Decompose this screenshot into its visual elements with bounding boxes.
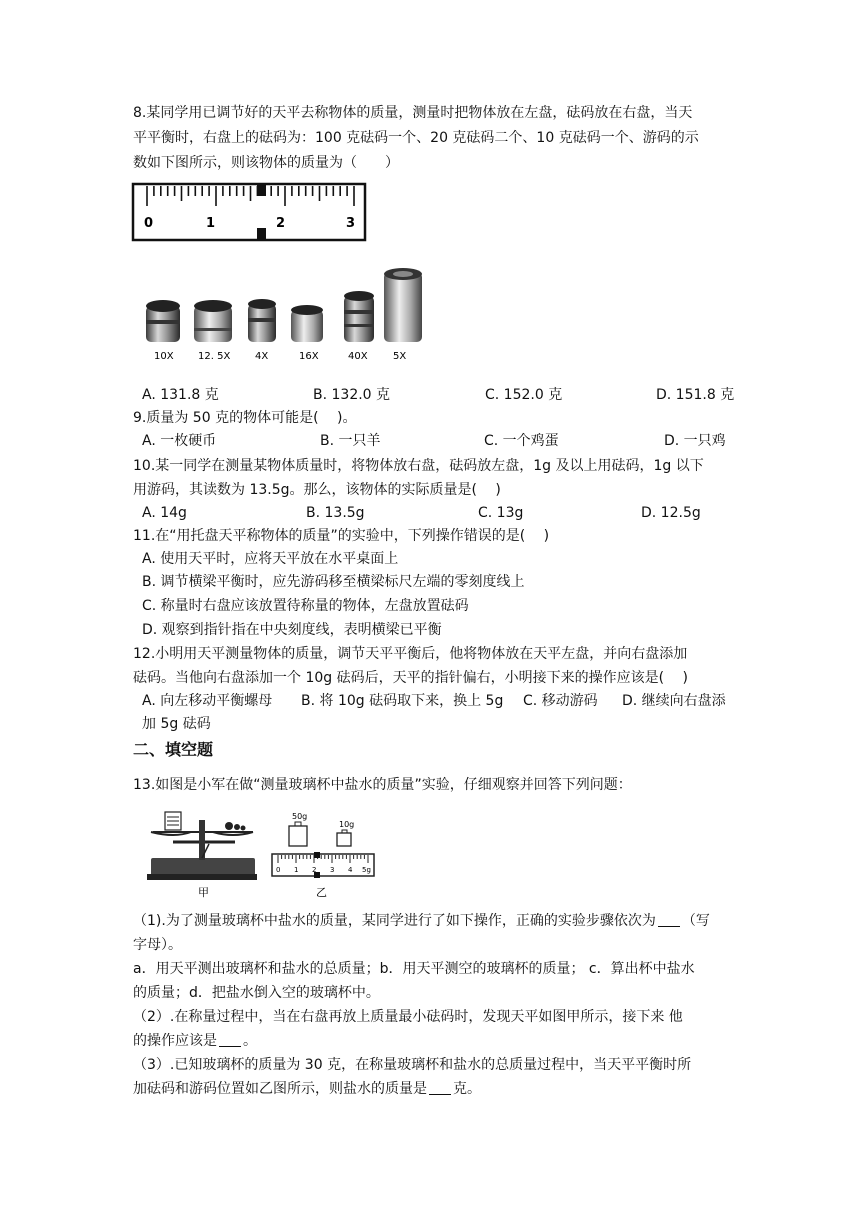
- q10-option-c[interactable]: C. 13g: [478, 505, 524, 521]
- q13-part2-text: 的操作应该是: [133, 1033, 217, 1049]
- balance-figure-jia: [143, 808, 258, 900]
- section-heading-fill-in: 二、填空题: [133, 740, 214, 759]
- q12-option-c[interactable]: C. 移动游码: [523, 693, 598, 709]
- yi-scale-2: 2: [312, 866, 317, 874]
- q13-part2-line-2: [133, 1029, 257, 1053]
- q9-option-c[interactable]: C. 一个鸡蛋: [484, 433, 559, 449]
- lens-label-5x: 5X: [393, 351, 407, 362]
- q13-part2-text-tail: 。: [243, 1033, 257, 1049]
- q13-part3-line-1: （3）.已知玻璃杯的质量为 30 克，在称量玻璃杯和盐水的总质量过程中，当天平平衡时所: [133, 1057, 692, 1073]
- q11-option-d[interactable]: D. 观察到指针指在中央刻度线，表明横梁已平衡: [142, 622, 442, 638]
- q13-part1-line-4: 的质量；d．把盐水倒入空的玻璃杯中。: [133, 985, 380, 1001]
- q12-option-d[interactable]: D. 继续向右盘添: [622, 693, 726, 709]
- scale-label-0: 0: [144, 216, 154, 231]
- q12-option-a[interactable]: A. 向左移动平衡螺母: [142, 693, 273, 709]
- q9-option-a[interactable]: A. 一枚硬币: [142, 433, 217, 449]
- scale-label-2: 2: [276, 216, 286, 231]
- q8-stem-line-1: 8.某同学用已调节好的天平去称物体的质量，测量时把物体放在左盘，砝码放在右盘，当天: [133, 105, 693, 121]
- yi-scale-0: 0: [276, 866, 281, 874]
- q11-option-a[interactable]: A. 使用天平时，应将天平放在水平桌面上: [142, 551, 399, 567]
- q13-part1-text: （1).为了测量玻璃杯中盐水的质量，某同学进行了如下操作，正确的实验步骤依次为: [133, 913, 656, 929]
- q12-stem-line-1: 12.小明用天平测量物体的质量，调节天平平衡后，他将物体放在天平左盘，并向右盘添加: [133, 646, 688, 662]
- scale-label-3: 3: [346, 216, 356, 231]
- q11-option-b[interactable]: B. 调节横梁平衡时，应先游码移至横梁标尺左端的零刻度线上: [142, 574, 525, 590]
- q12-option-b[interactable]: B. 将 10g 砝码取下来，换上 5g: [301, 693, 504, 709]
- weight-label-50g: 50g: [292, 812, 308, 821]
- lens-label-10x: 10X: [154, 351, 174, 362]
- q13-part2-answer-blank[interactable]: [219, 1032, 241, 1047]
- q13-part3-answer-blank[interactable]: [429, 1080, 451, 1095]
- figure-label-jia: 甲: [198, 886, 209, 899]
- scale-label-1: 1: [206, 216, 216, 231]
- q13-part1-line-1: [133, 909, 710, 933]
- q10-stem-line-2: 用游码，其读数为 13.5g。那么，该物体的实际质量是( ): [133, 482, 501, 498]
- q12-option-d-continued: 加 5g 砝码: [142, 716, 211, 732]
- q9-option-d[interactable]: D. 一只鸡: [664, 433, 726, 449]
- q10-option-b[interactable]: B. 13.5g: [306, 505, 365, 521]
- q10-stem-line-1: 10.某一同学在测量某物体质量时，将物体放右盘，砝码放左盘，1g 及以上用砝码，1g 以下: [133, 458, 704, 474]
- weights-scale-figure-yi: [270, 808, 376, 900]
- q9-stem: 9.质量为 50 克的物体可能是( )。: [133, 410, 357, 426]
- q11-stem: 11.在“用托盘天平称物体的质量”的实验中，下列操作错误的是( ): [133, 528, 550, 544]
- yi-scale-1: 1: [294, 866, 299, 874]
- lens-label-4x: 4X: [255, 351, 269, 362]
- weight-label-10g: 10g: [339, 820, 355, 829]
- q8-stem-line-2: 平平衡时，右盘上的砝码为：100 克砝码一个、20 克砝码二个、10 克砝码一个、游码的示: [133, 130, 699, 146]
- q8-option-b[interactable]: B. 132.0 克: [313, 387, 391, 403]
- q13-part1-text-tail: （写: [681, 913, 710, 929]
- q8-option-a[interactable]: A. 131.8 克: [142, 387, 219, 403]
- q10-option-a[interactable]: A. 14g: [142, 505, 187, 521]
- figure-label-yi: 乙: [316, 886, 327, 899]
- q13-part1-line-3: a．用天平测出玻璃杯和盐水的总质量；b．用天平测空的玻璃杯的质量； c．算出杯中盐水: [133, 961, 695, 977]
- q12-stem-line-2: 砝码。当他向右盘添加一个 10g 砝码后，天平的指针偏右，小明接下来的操作应该是( ): [133, 670, 688, 686]
- yi-scale-5g: 5g: [362, 866, 371, 874]
- lens-label-12-5x: 12. 5X: [198, 351, 231, 362]
- q9-option-b[interactable]: B. 一只羊: [320, 433, 381, 449]
- q13-part1-line-2: 字母）。: [133, 937, 182, 953]
- q10-option-d[interactable]: D. 12.5g: [641, 505, 701, 521]
- q13-part3-line-2: [133, 1077, 481, 1101]
- lens-label-16x: 16X: [299, 351, 319, 362]
- q13-part3-text: 加砝码和游码位置如乙图所示，则盐水的质量是: [133, 1081, 427, 1097]
- q8-option-d[interactable]: D. 151.8 克: [656, 387, 735, 403]
- q13-part2-line-1: （2）.在称量过程中，当在右盘再放上质量最小砝码时，发现天平如图甲所示，接下来 他: [133, 1009, 683, 1025]
- q13-stem: 13.如图是小军在做“测量玻璃杯中盐水的质量”实验，仔细观察并回答下列问题：: [133, 777, 632, 793]
- objective-lenses-photo: [138, 266, 428, 366]
- q8-option-c[interactable]: C. 152.0 克: [485, 387, 563, 403]
- yi-scale-3: 3: [330, 866, 335, 874]
- lens-label-40x: 40X: [348, 351, 368, 362]
- q8-stem-line-3: 数如下图所示，则该物体的质量为（ ）: [133, 155, 399, 171]
- q13-part3-text-tail: 克。: [453, 1081, 481, 1097]
- yi-scale-4: 4: [348, 866, 353, 874]
- q11-option-c[interactable]: C. 称量时右盘应该放置待称量的物体，左盘放置砝码: [142, 598, 469, 614]
- q13-part1-answer-blank[interactable]: [658, 912, 680, 927]
- rider-scale-figure: [131, 182, 369, 244]
